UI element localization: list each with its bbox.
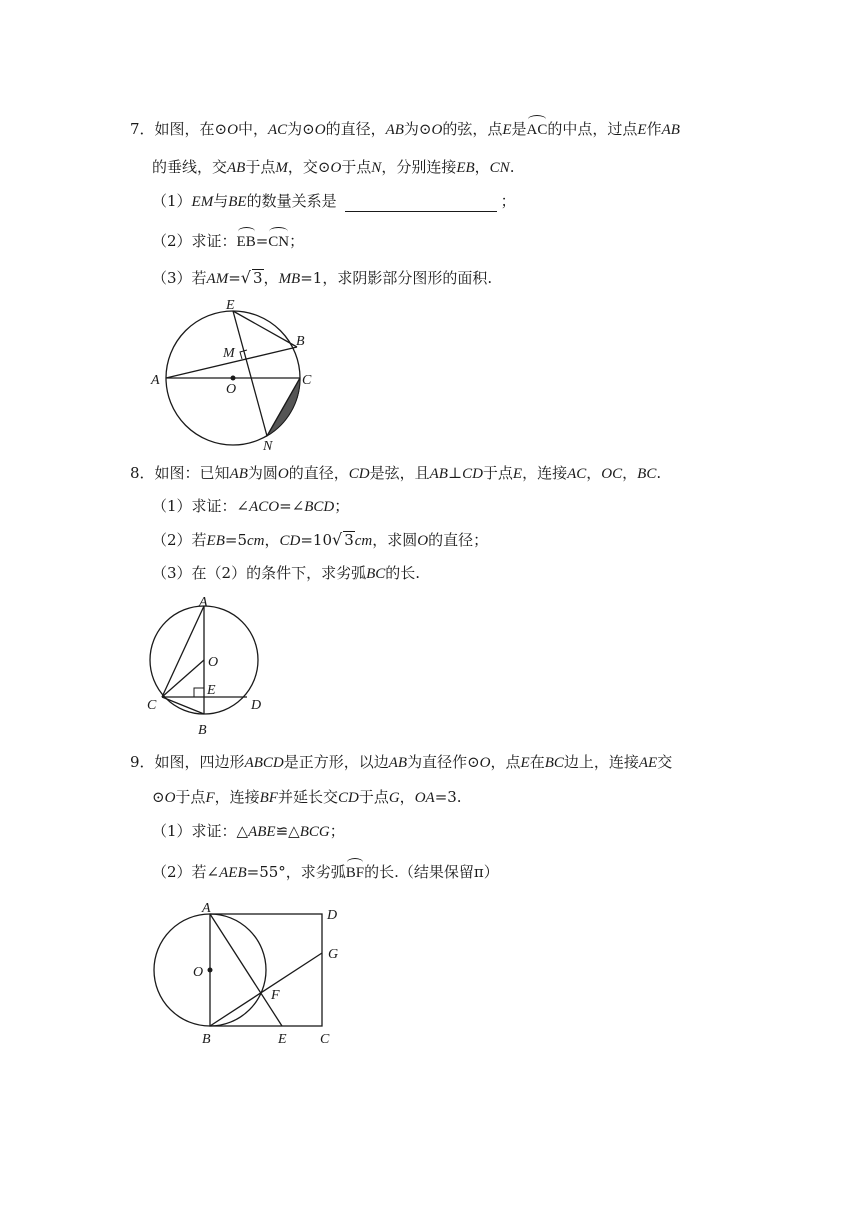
q8-right-angle-mark bbox=[194, 688, 204, 697]
q7-label-o: O bbox=[226, 382, 237, 397]
q9-line-ae bbox=[210, 914, 282, 1026]
q7-label-b: B bbox=[296, 334, 305, 349]
q8-part3: （3）在（2）的条件下，求劣弧BC的长. bbox=[152, 564, 421, 582]
q7-line2: 的垂线，交AB于点M，交⊙O于点N，分别连接EB，CN. bbox=[152, 158, 515, 176]
q9-number: 9． bbox=[130, 753, 155, 771]
q9-label-b: B bbox=[202, 1032, 211, 1047]
q9-line1: 9．如图，四边形ABCD是正方形，以边AB为直径作⊙O，点E在BC边上，连接AE交 bbox=[130, 753, 673, 771]
q7-label-c: C bbox=[302, 373, 312, 388]
q8-label-e: E bbox=[207, 683, 216, 698]
q9-label-a: A bbox=[202, 901, 211, 916]
q8-label-d: D bbox=[251, 698, 262, 713]
q8-chord-bc bbox=[162, 697, 204, 714]
arc-bf-symbol: BF bbox=[345, 865, 365, 881]
q7-center-point bbox=[231, 376, 236, 381]
q8-radius-oc bbox=[162, 660, 204, 697]
q8-label-a: A bbox=[199, 595, 208, 610]
q7-label-a: A bbox=[151, 373, 160, 388]
q9-label-g: G bbox=[328, 947, 339, 962]
q7-part1: （1）EM与BE的数量关系是 ； bbox=[152, 192, 516, 210]
q7-chord-eb bbox=[233, 311, 297, 347]
sqrt-icon: √ bbox=[240, 268, 251, 287]
q7-chord-cn bbox=[267, 378, 300, 436]
q7-label-e: E bbox=[226, 298, 235, 313]
q9-center-point bbox=[208, 968, 213, 973]
q7-part2: （2）求证：EB=CN； bbox=[152, 232, 305, 250]
q9-label-o: O bbox=[193, 965, 204, 980]
q7-label-n: N bbox=[263, 439, 273, 454]
q8-label-b: B bbox=[198, 723, 207, 738]
q7-part3: （3）若AM=√ 3，MB=1，求阴影部分图形的面积. bbox=[152, 268, 493, 287]
q9-label-f: F bbox=[271, 988, 280, 1003]
q7-figure bbox=[145, 295, 345, 455]
answer-blank[interactable] bbox=[345, 197, 497, 212]
q8-label-o: O bbox=[208, 655, 219, 670]
q9-label-d: D bbox=[327, 908, 338, 923]
q9-figure bbox=[140, 895, 350, 1055]
q8-figure bbox=[140, 593, 270, 743]
sqrt-icon: √ bbox=[332, 530, 343, 549]
q8-part1: （1）求证：∠ACO=∠BCD； bbox=[152, 497, 350, 515]
arc-cn-symbol: CN bbox=[268, 234, 290, 250]
q9-line2: ⊙O于点F，连接BF并延长交CD于点G，OA=3. bbox=[152, 788, 462, 806]
q9-label-c: C bbox=[320, 1032, 330, 1047]
arc-ac-symbol: AC bbox=[526, 122, 548, 138]
q7-line-en bbox=[233, 311, 267, 436]
q8-label-c: C bbox=[147, 698, 157, 713]
q7-line1: 7．如图，在⊙O中，AC为⊙O的直径，AB为⊙O的弦，点E是AC的中点，过点E作AB bbox=[130, 120, 680, 138]
q8-line1: 8．如图：已知AB为圆O的直径，CD是弦，且AB⊥CD于点E，连接AC，OC，BC. bbox=[130, 464, 662, 482]
q8-number: 8． bbox=[130, 464, 155, 482]
arc-eb-symbol: EB bbox=[236, 234, 256, 250]
q8-part2: （2）若EB=5cm，CD=10√ 3cm，求圆O的直径； bbox=[152, 530, 489, 549]
q9-part2: （2）若∠AEB=55°，求劣弧BF的长.（结果保留π） bbox=[152, 863, 499, 881]
q9-part1: （1）求证：△ABE≌△BCG； bbox=[152, 822, 345, 840]
q7-label-m: M bbox=[223, 346, 235, 361]
q7-number: 7． bbox=[130, 120, 155, 138]
q9-label-e: E bbox=[278, 1032, 287, 1047]
